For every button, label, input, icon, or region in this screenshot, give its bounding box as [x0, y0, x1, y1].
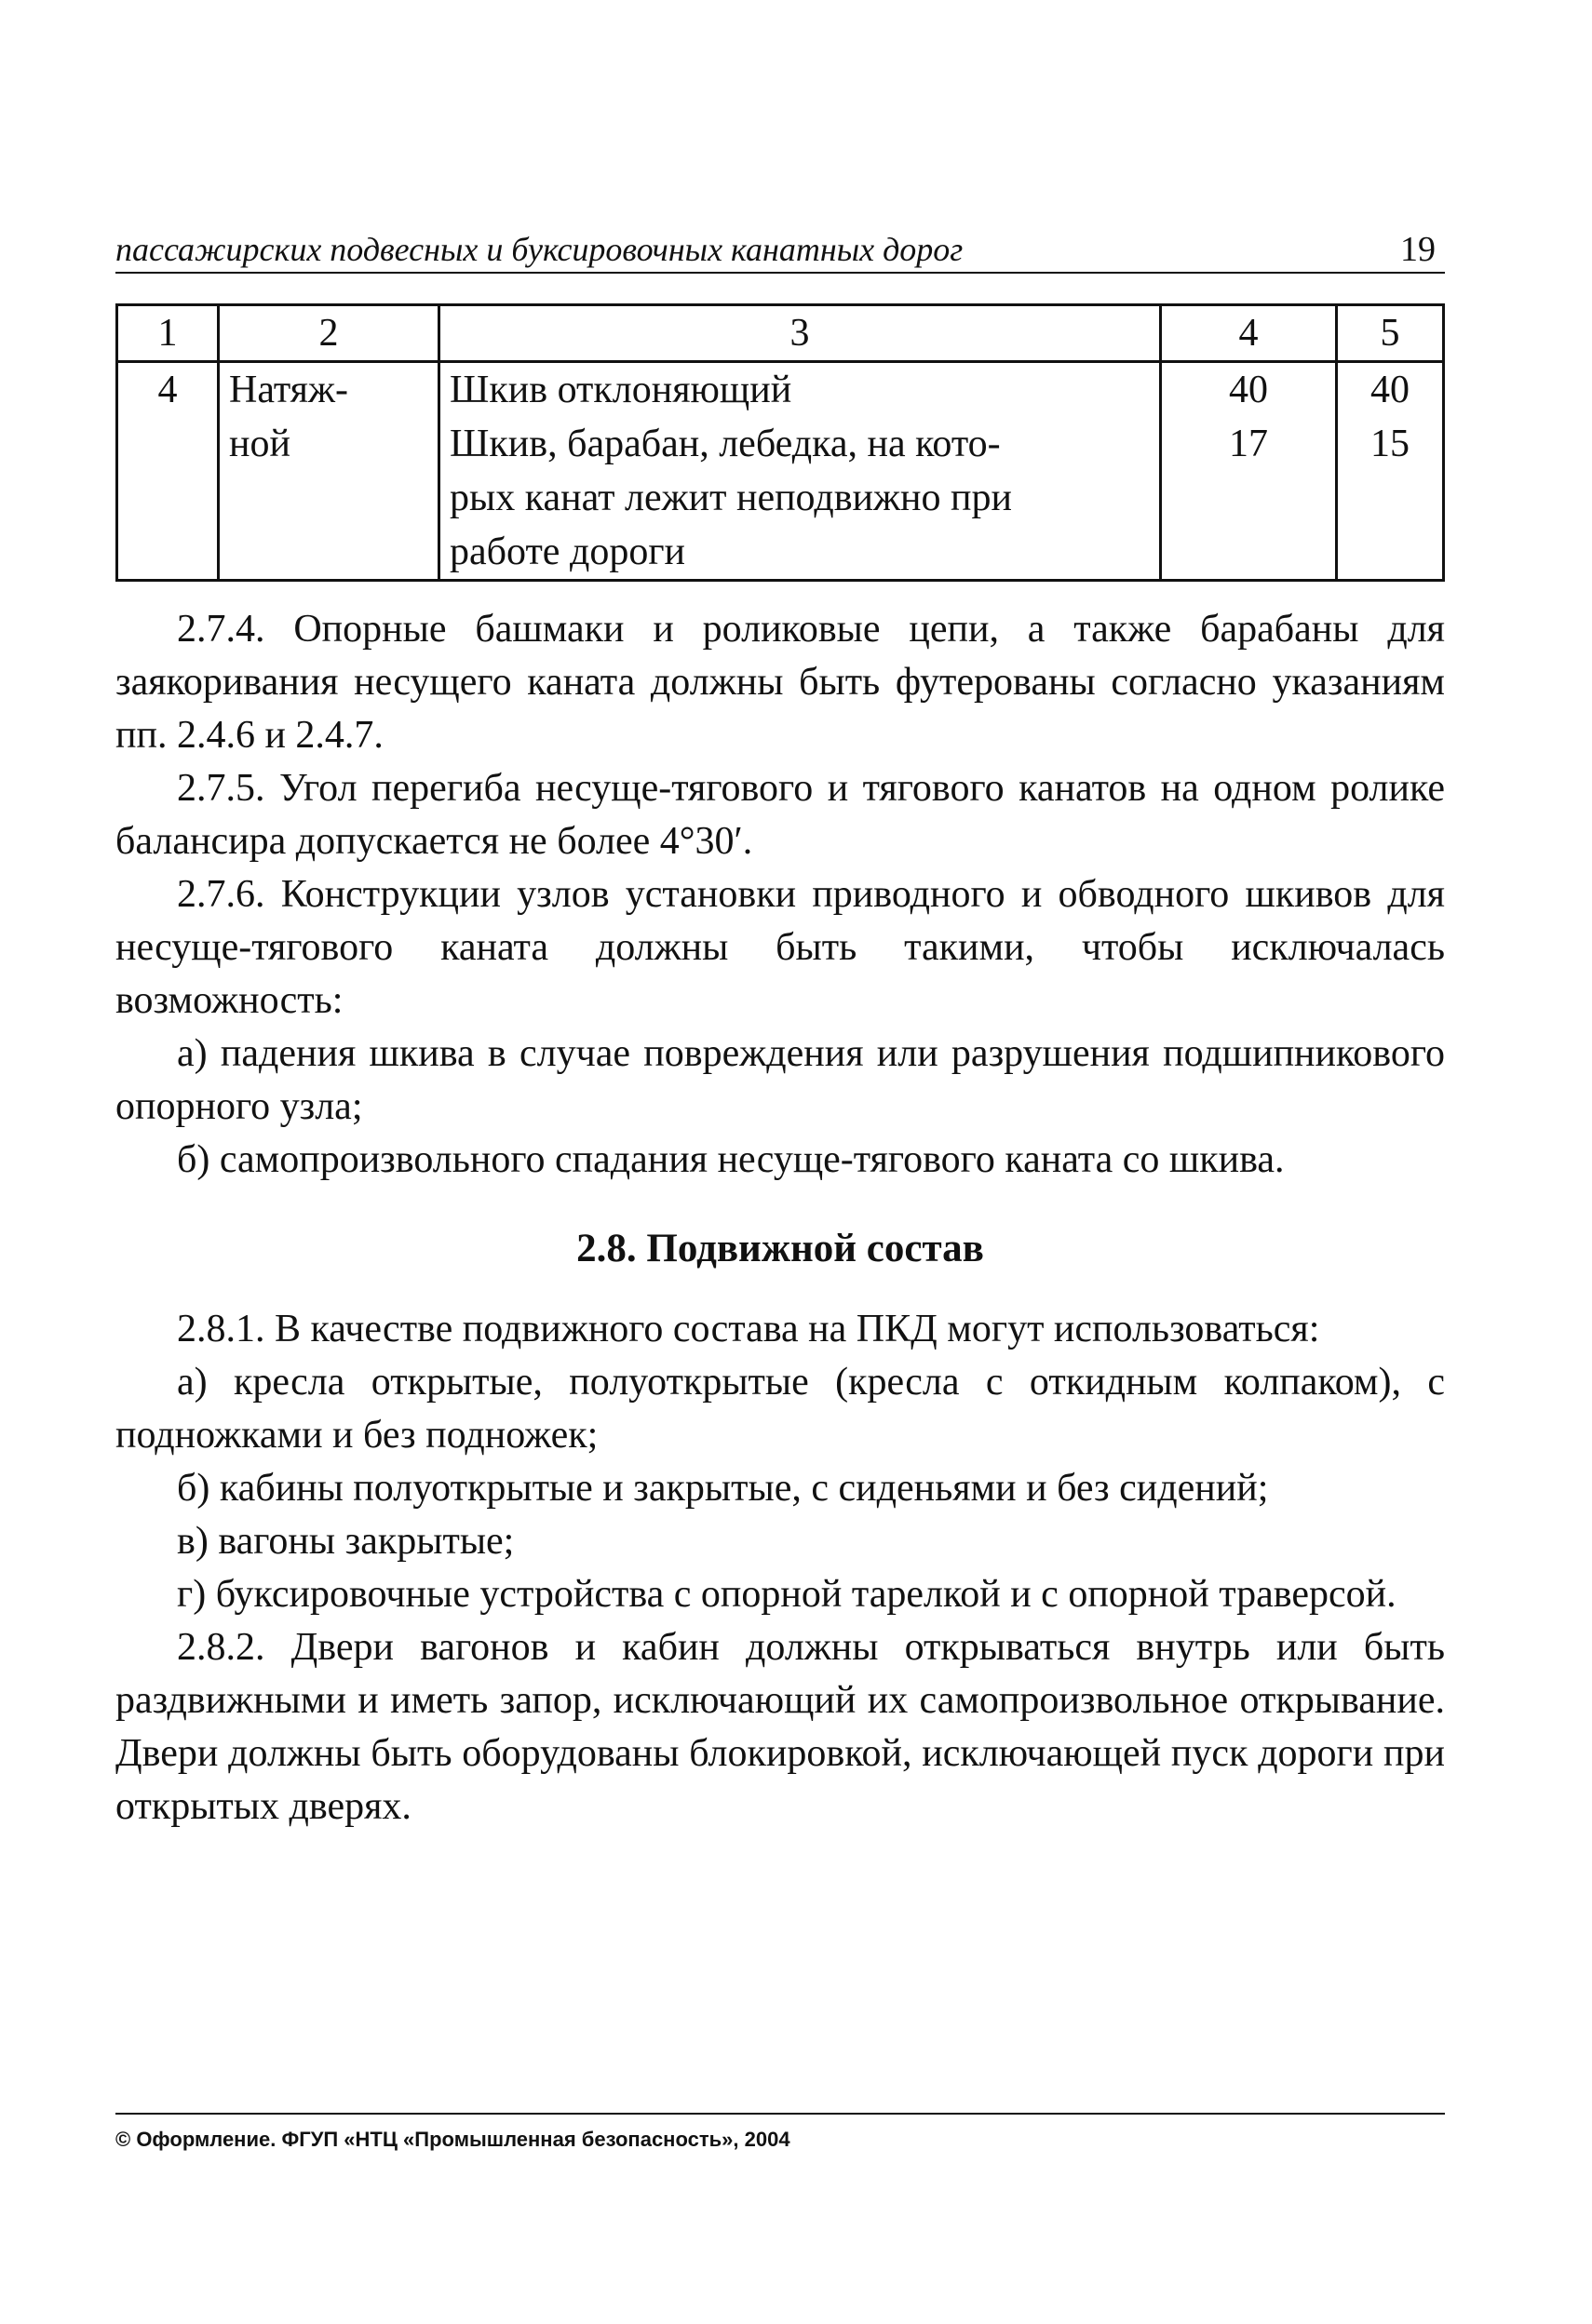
col-header-4: 4: [1161, 305, 1337, 362]
section-title: 2.8. Подвижной состав: [576, 1227, 984, 1270]
running-header: [115, 231, 1445, 274]
table-row: [117, 362, 1444, 581]
page-number: 19: [1400, 230, 1436, 269]
header-title: пассажирских подвесных и буксировочных канатных дорог: [115, 231, 964, 268]
body-text: [115, 603, 1445, 1834]
paragraph-2-7-6: 2.7.6. Конструкции узлов установки приводного и обводного шкивов для несуще-тягового каната должны быть такими, чтобы исключалась возможность:: [115, 873, 1445, 1022]
cell-value-5: 40 15: [1337, 362, 1444, 581]
cell-number: 4: [117, 362, 219, 581]
paragraph-2-8-1-a: а) кресла открытые, полуоткрытые (кресла с откидным колпаком), с подножками и без подножек;: [115, 1361, 1445, 1457]
paragraph-2-7-4: 2.7.4. Опорные башмаки и роликовые цепи, а также барабаны для заякоривания несущего каната должны быть футерованы согласно указаниям пп. 2.4.6 и 2.4.7.: [115, 608, 1445, 757]
paragraph-2-7-6-b: б) самопроизвольного спадания несуще-тягового каната со шкива.: [177, 1138, 1285, 1181]
paragraph-2-8-1: 2.8.1. В качестве подвижного состава на ПКД могут использоваться:: [177, 1308, 1320, 1350]
paragraph-2-8-1-b: б) кабины полуоткрытые и закрытые, с сиденьями и без сидений;: [177, 1467, 1269, 1510]
cell-element: Шкив отклоняющий Шкив, барабан, лебедка, на кото- рых канат лежит неподвижно при работе дороги: [439, 362, 1161, 581]
col-header-2: 2: [219, 305, 439, 362]
paragraph-2-8-1-c: в) вагоны закрытые;: [177, 1520, 515, 1563]
cell-value-4: 40 17: [1161, 362, 1337, 581]
col-header-1: 1: [117, 305, 219, 362]
paragraph-2-8-1-d: г) буксировочные устройства с опорной тарелкой и с опорной траверсой.: [177, 1573, 1396, 1616]
paragraph-2-8-2: 2.8.2. Двери вагонов и кабин должны открываться внутрь или быть раздвижными и иметь запор, исключающий их самопроизвольное открывание. Двери должны быть оборудованы блокировкой, исключающей пуск дороги при открытых дверях.: [115, 1626, 1445, 1828]
col-header-5: 5: [1337, 305, 1444, 362]
paragraph-2-7-6-a: а) падения шкива в случае повреждения или разрушения подшипникового опорного узла;: [115, 1032, 1445, 1128]
col-header-3: 3: [439, 305, 1161, 362]
footer-copyright: © Оформление. ФГУП «НТЦ «Промышленная безопасность», 2004: [115, 2113, 1445, 2152]
cell-type: Натяж- ной: [219, 362, 439, 581]
paragraph-2-7-5: 2.7.5. Угол перегиба несуще-тягового и тягового канатов на одном ролике балансира допускается не более 4°30′.: [115, 767, 1445, 863]
table-header-row: [117, 305, 1444, 362]
spec-table: [115, 303, 1445, 582]
